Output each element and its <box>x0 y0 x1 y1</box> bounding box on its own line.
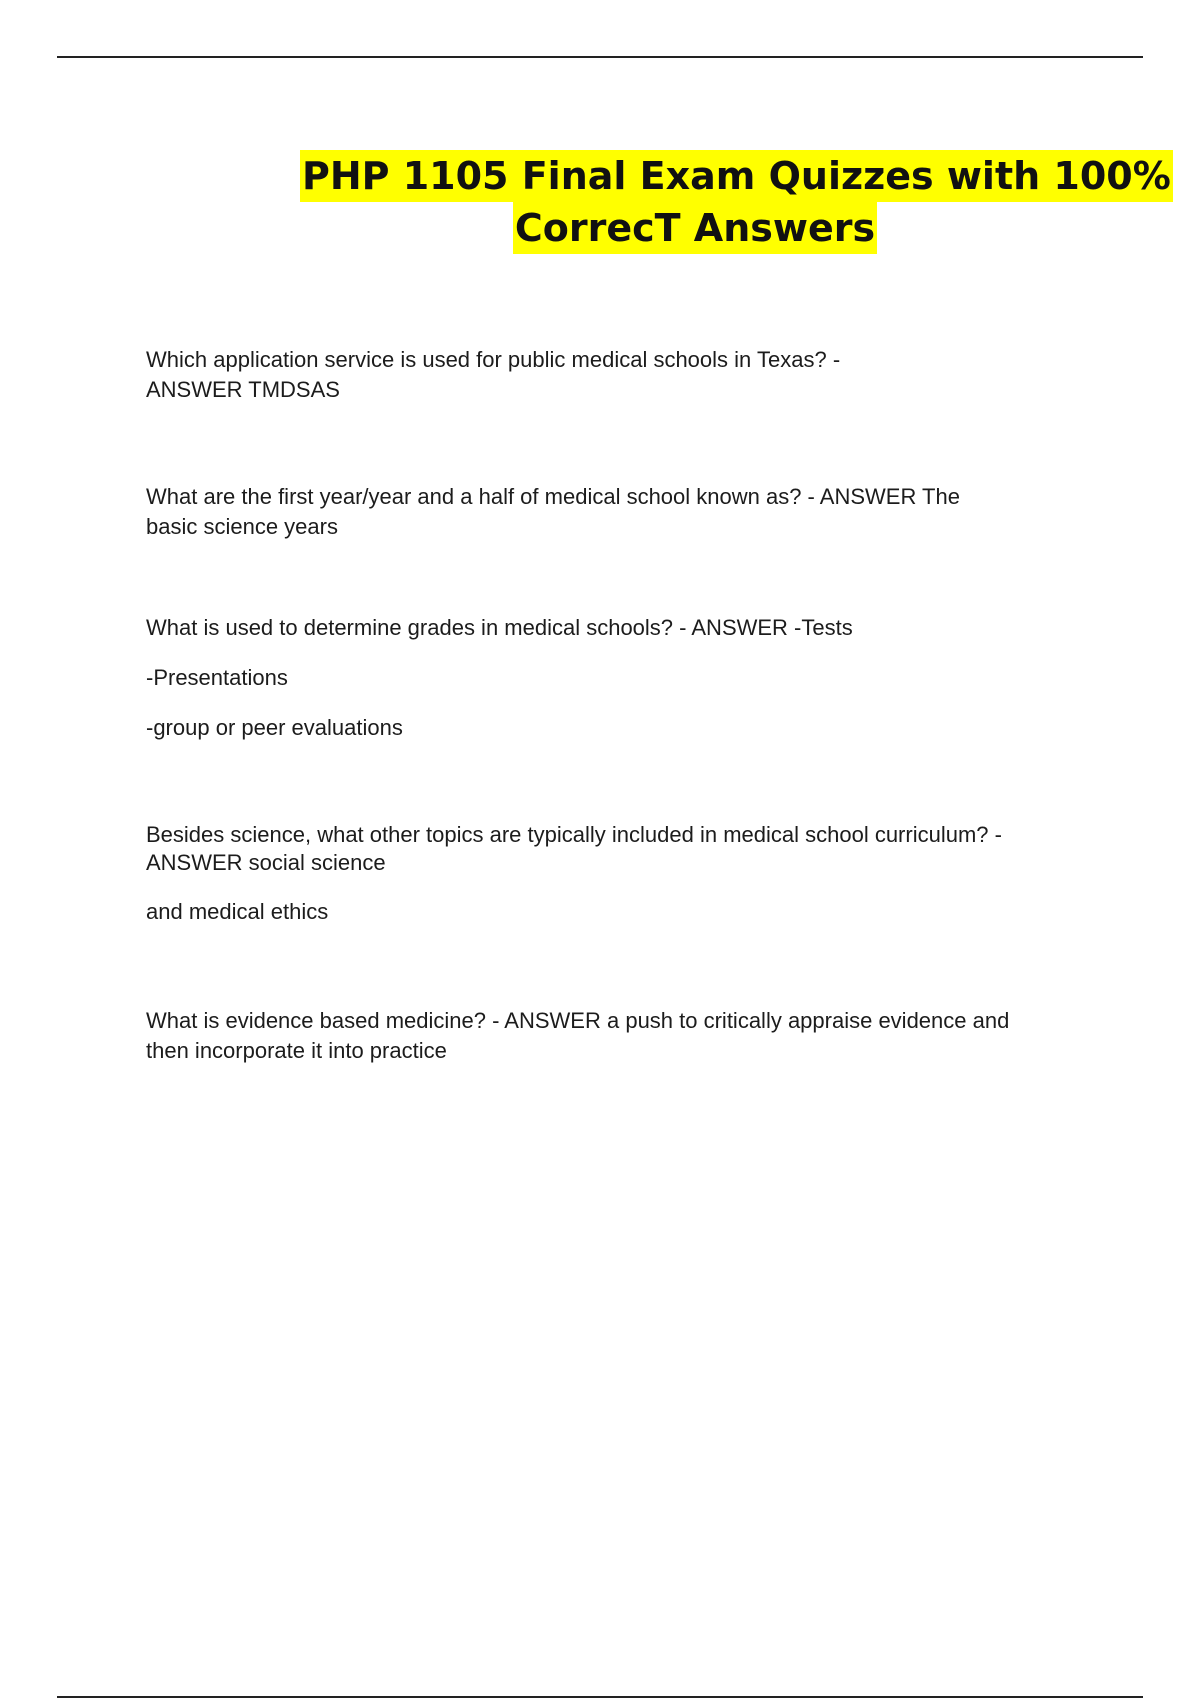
qa-text-line: What are the first year/year and a half of medical school known as? - ANSWER The <box>146 484 960 509</box>
qa-text-line: What is used to determine grades in medical schools? - ANSWER -Tests <box>146 615 853 640</box>
qa-text-line: ANSWER TMDSAS <box>146 377 340 402</box>
qa-text-line: ANSWER social science <box>146 850 386 875</box>
qa-item <box>146 482 1086 542</box>
title-line-1: PHP 1105 Final Exam Quizzes with 100% <box>300 150 1173 202</box>
qa-text-line: Which application service is used for public medical schools in Texas? - <box>146 347 841 372</box>
qa-item <box>146 1006 1086 1066</box>
qa-answer-extra: -group or peer evaluations <box>146 715 403 740</box>
qa-text-line: What is evidence based medicine? - ANSWER a push to critically appraise evidence and <box>146 1008 1010 1033</box>
qa-item <box>146 613 1086 743</box>
qa-answer-extra: -Presentations <box>146 665 288 690</box>
qa-text-line: Besides science, what other topics are typically included in medical school curriculum? - <box>146 822 1002 847</box>
header-rule <box>57 56 1143 58</box>
qa-item <box>146 345 1086 405</box>
qa-item <box>146 821 1086 927</box>
qa-text-line: then incorporate it into practice <box>146 1038 447 1063</box>
qa-answer-extra: and medical ethics <box>146 899 329 924</box>
document-title <box>300 150 1171 254</box>
qa-text-line: basic science years <box>146 514 338 539</box>
footer-rule <box>57 1696 1143 1698</box>
title-line-2: CorrecT Answers <box>513 202 877 254</box>
